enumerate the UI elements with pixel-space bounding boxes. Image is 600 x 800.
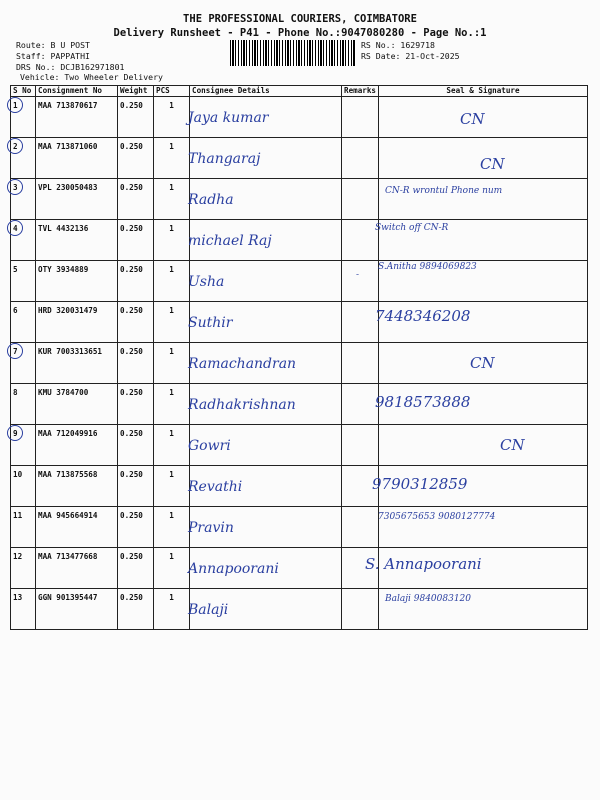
cell-sno: 11: [11, 507, 36, 548]
cell-consignment: MAA 713477668: [36, 548, 118, 589]
table-row: [11, 220, 588, 261]
signature-handwriting: 7448346208: [375, 307, 471, 325]
signature-handwriting: 9790312859: [372, 475, 468, 493]
cell-weight: 0.250: [118, 466, 154, 507]
cell-sno: 5: [11, 261, 36, 302]
table-row: [11, 384, 588, 425]
consignee-handwriting: Radhakrishnan: [188, 397, 296, 413]
col-signature: Seal & Signature: [379, 86, 588, 97]
table-row: [11, 261, 588, 302]
col-consignee: Consignee Details: [190, 86, 342, 97]
cell-signature: [379, 179, 588, 220]
cell-weight: 0.250: [118, 343, 154, 384]
cell-pcs: 1: [154, 343, 190, 384]
cell-sno: 12: [11, 548, 36, 589]
consignee-handwriting: michael Raj: [188, 233, 272, 249]
signature-handwriting: Switch off CN-R: [375, 223, 449, 233]
signature-handwriting: CN-R wrontul Phone num: [385, 186, 503, 196]
cell-pcs: 1: [154, 425, 190, 466]
cell-remarks: [342, 302, 379, 343]
drs-label: DRS No.: DCJB162971801: [16, 62, 125, 72]
company-title: THE PROFESSIONAL COURIERS, COIMBATORE: [183, 13, 417, 25]
cell-pcs: 1: [154, 548, 190, 589]
cell-consignment: MAA 712049916: [36, 425, 118, 466]
consignee-handwriting: Ramachandran: [188, 356, 297, 372]
consignee-handwriting: Radha: [188, 192, 234, 208]
table-row: [11, 179, 588, 220]
route-label: Route: B U POST: [16, 40, 90, 50]
consignee-handwriting: Pravin: [188, 520, 234, 536]
col-consignment: Consignment No: [36, 86, 118, 97]
cell-pcs: 1: [154, 589, 190, 630]
cell-consignment: KMU 3784700: [36, 384, 118, 425]
cell-remarks: [342, 425, 379, 466]
cell-consignment: MAA 713870617: [36, 97, 118, 138]
signature-handwriting: CN: [470, 354, 495, 372]
cell-sno: 3: [11, 179, 36, 220]
table-row: [11, 343, 588, 384]
cell-pcs: 1: [154, 507, 190, 548]
signature-handwriting: CN: [480, 155, 505, 173]
table-row: [11, 302, 588, 343]
cell-consignment: MAA 713875568: [36, 466, 118, 507]
cell-weight: 0.250: [118, 507, 154, 548]
cell-consignment: OTY 3934889: [36, 261, 118, 302]
consignee-handwriting: Annapoorani: [188, 561, 279, 577]
row-number-circle-mark: [7, 343, 23, 359]
cell-sno: 8: [11, 384, 36, 425]
row-number-circle-mark: [7, 220, 23, 236]
cell-pcs: 1: [154, 261, 190, 302]
col-remarks: Remarks: [342, 86, 379, 97]
cell-weight: 0.250: [118, 425, 154, 466]
cell-consignment: MAA 713871060: [36, 138, 118, 179]
staff-label: Staff: PAPPATHI: [16, 51, 90, 61]
consignee-handwriting: Jaya kumar: [188, 110, 269, 126]
cell-sno: 7: [11, 343, 36, 384]
table-row: [11, 589, 588, 630]
cell-consignment: MAA 945664914: [36, 507, 118, 548]
cell-pcs: 1: [154, 466, 190, 507]
cell-remarks: [342, 343, 379, 384]
signature-handwriting: S. Annapoorani: [365, 555, 482, 573]
cell-signature: [379, 425, 588, 466]
rs-number: RS No.: 1629718: [361, 40, 435, 50]
cell-weight: 0.250: [118, 179, 154, 220]
cell-sno: 9: [11, 425, 36, 466]
cell-remarks: [342, 261, 379, 302]
cell-sno: 10: [11, 466, 36, 507]
cell-consignment: KUR 7003313651: [36, 343, 118, 384]
cell-sno: 1: [11, 97, 36, 138]
signature-handwriting: 7305675653 9080127774: [378, 512, 496, 522]
col-pcs: PCS: [154, 86, 190, 97]
consignee-handwriting: Balaji: [188, 602, 229, 618]
cell-remarks: [342, 138, 379, 179]
cell-remarks: [342, 179, 379, 220]
table-row: [11, 466, 588, 507]
signature-handwriting: CN: [500, 436, 525, 454]
consignee-handwriting: Revathi: [188, 479, 243, 495]
cell-remarks: [342, 97, 379, 138]
signature-handwriting: CN: [460, 110, 485, 128]
cell-consignment: HRD 320031479: [36, 302, 118, 343]
cell-pcs: 1: [154, 302, 190, 343]
consignee-handwriting: Usha: [188, 274, 225, 290]
cell-pcs: 1: [154, 138, 190, 179]
cell-remarks: [342, 507, 379, 548]
table-row: [11, 97, 588, 138]
cell-consignment: GGN 901395447: [36, 589, 118, 630]
cell-sno: 2: [11, 138, 36, 179]
row-number-circle-mark: [7, 425, 23, 441]
row-number-circle-mark: [7, 179, 23, 195]
col-weight: Weight: [118, 86, 154, 97]
cell-pcs: 1: [154, 97, 190, 138]
row-number-circle-mark: [7, 138, 23, 154]
cell-sno: 13: [11, 589, 36, 630]
table-row: [11, 507, 588, 548]
cell-sno: 4: [11, 220, 36, 261]
cell-weight: 0.250: [118, 548, 154, 589]
cell-weight: 0.250: [118, 138, 154, 179]
signature-handwriting: S.Anitha 9894069823: [378, 262, 477, 272]
signature-handwriting: Balaji 9840083120: [385, 594, 472, 604]
vehicle-label: Vehicle: Two Wheeler Delivery: [20, 72, 163, 82]
runsheet-title: Delivery Runsheet - P41 - Phone No.:9047080280 - Page No.:1: [113, 27, 487, 39]
table-header-row: [11, 86, 588, 97]
row-number-circle-mark: [7, 97, 23, 113]
cell-weight: 0.250: [118, 97, 154, 138]
col-sno: S No: [11, 86, 36, 97]
cell-weight: 0.250: [118, 384, 154, 425]
signature-handwriting: 9818573888: [375, 393, 471, 411]
cell-remarks: [342, 589, 379, 630]
cell-weight: 0.250: [118, 220, 154, 261]
cell-consignment: VPL 230050483: [36, 179, 118, 220]
remarks-handwriting: -: [356, 270, 360, 280]
cell-weight: 0.250: [118, 261, 154, 302]
table-row: [11, 548, 588, 589]
cell-pcs: 1: [154, 179, 190, 220]
barcode: [230, 40, 356, 66]
cell-remarks: [342, 220, 379, 261]
cell-consignment: TVL 4432136: [36, 220, 118, 261]
cell-pcs: 1: [154, 384, 190, 425]
cell-sno: 6: [11, 302, 36, 343]
consignee-handwriting: Thangaraj: [188, 151, 261, 167]
cell-weight: 0.250: [118, 302, 154, 343]
consignee-handwriting: Gowri: [188, 438, 231, 454]
cell-pcs: 1: [154, 220, 190, 261]
cell-weight: 0.250: [118, 589, 154, 630]
cell-remarks: [342, 384, 379, 425]
consignee-handwriting: Suthir: [188, 315, 233, 331]
rs-date: RS Date: 21-Oct-2025: [361, 51, 460, 61]
